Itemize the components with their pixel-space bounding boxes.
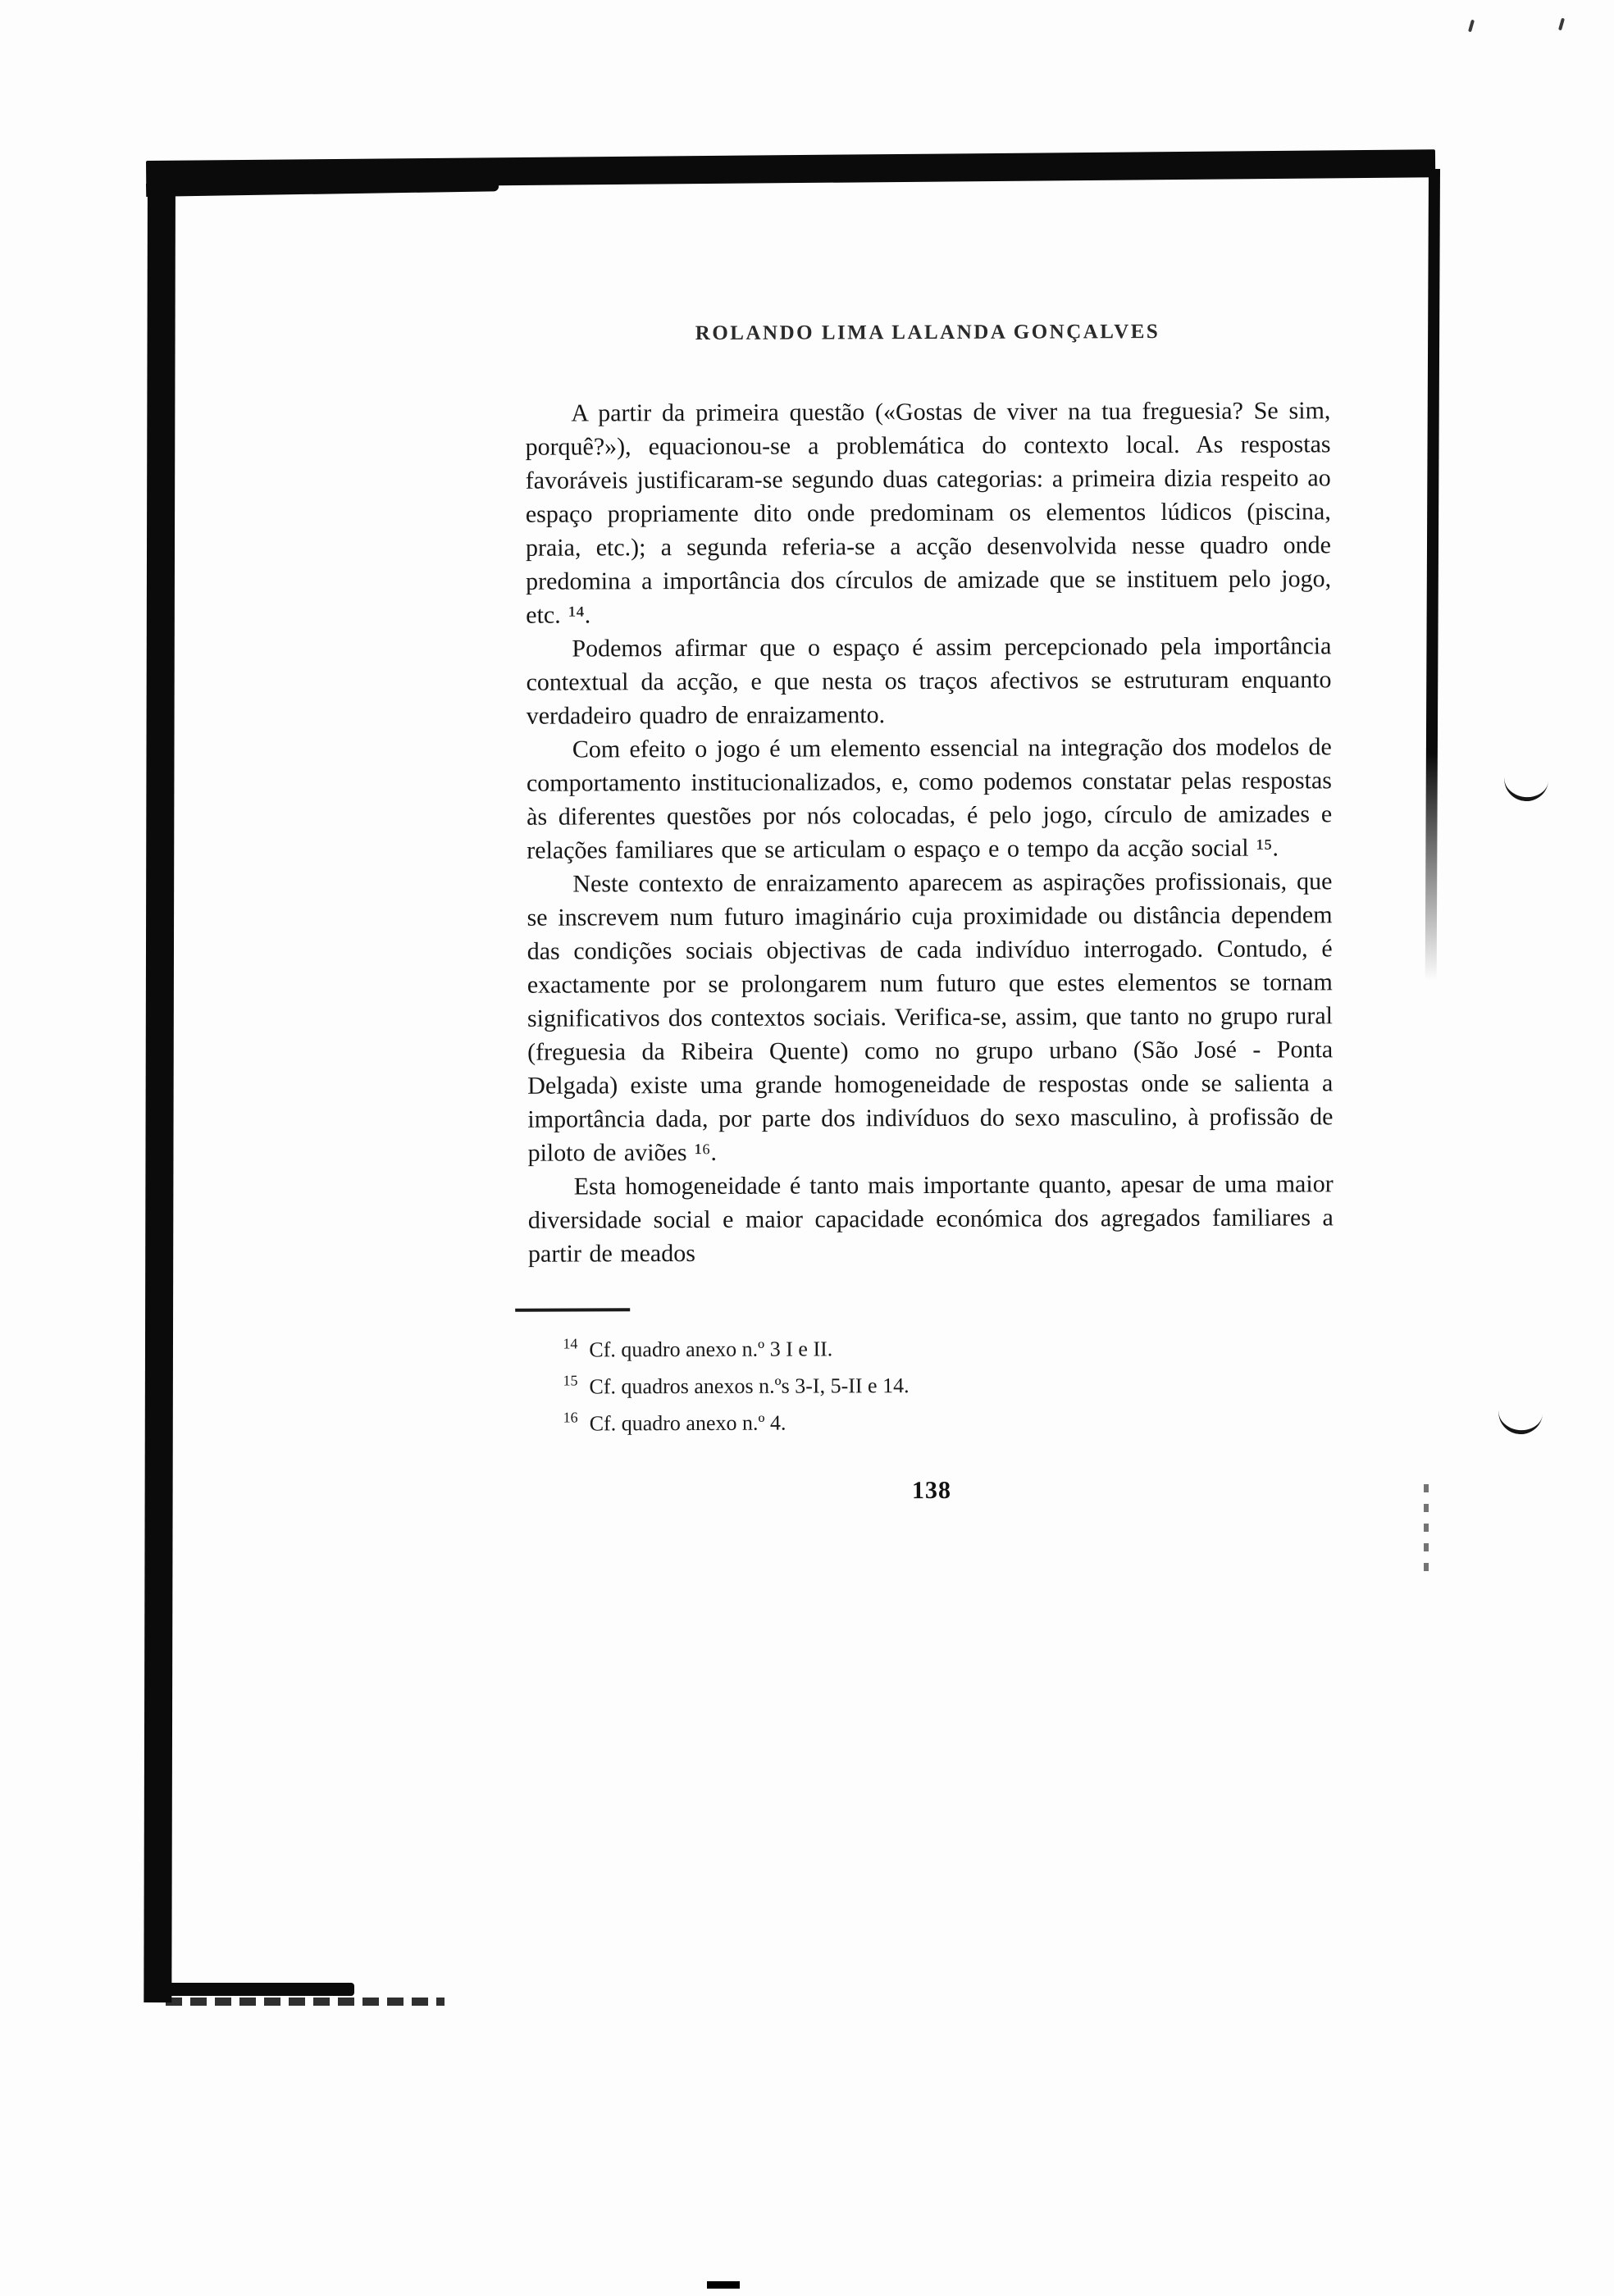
running-header: ROLANDO LIMA LALANDA GONÇALVES xyxy=(695,321,1160,344)
pen-mark-curve-1 xyxy=(1502,773,1549,803)
scan-right-dotted-marks xyxy=(1424,1484,1429,1578)
footnote-text: Cf. quadro anexo n.º 4. xyxy=(589,1410,786,1436)
body-paragraph-5: Esta homogeneidade é tanto mais importante quanto, apesar de uma maior diversidade social e maior capacidade económica dos agregados familiares a partir de meados xyxy=(527,1170,1334,1268)
scan-bottom-left-serration xyxy=(166,1998,445,2006)
footnote-separator-rule xyxy=(515,1308,630,1311)
footnote-15 xyxy=(563,1365,1334,1405)
footnote-marker: 14 xyxy=(563,1335,578,1352)
body-paragraph-1: A partir da primeira questão («Gostas de viver na tua freguesia? Se sim, porquê?»), equacionou-se a problemática do contexto local. As respostas favoráveis justificaram-se segundo duas categorias: a primeira dizia respeito ao espaço propriamente dito onde predominam os elementos lúdicos (piscina, praia, etc.); a segunda referia-se a acção desenvolvida nesse quadro onde predomina a importância dos círculos de amizade que se instituem pelo jogo, etc. ¹⁴. xyxy=(525,397,1332,629)
footnote-marker: 15 xyxy=(563,1372,578,1389)
page-number: 138 xyxy=(911,1476,952,1505)
scanned-book-page xyxy=(525,320,1334,1506)
body-paragraph-3: Com efeito o jogo é um elemento essencial na integração dos modelos de comportamento institucionalizados, e, como podemos constatar pelas respostas às diferentes questões por nós colocadas, é pelo jogo, círculo de amizades e relações familiares que se articulam o espaço e o tempo da acção social ¹⁵. xyxy=(526,733,1333,864)
footnote-text: Cf. quadros anexos n.ºs 3-I, 5-II e 14. xyxy=(589,1374,910,1399)
scan-bottom-dash xyxy=(707,2281,740,2289)
scan-bottom-left-cap xyxy=(148,1983,354,1996)
body-paragraph-2: Podemos afirmar que o espaço é assim percepcionado pela importância contextual da acção, e que nesta os traços afectivos se estruturam enquanto verdadeiro quadro de enraizamento. xyxy=(526,632,1332,730)
footnote-16 xyxy=(563,1402,1334,1442)
scan-left-edge-band xyxy=(144,166,176,2002)
footnotes-block xyxy=(528,1328,1334,1442)
footnote-text: Cf. quadro anexo n.º 3 I e II. xyxy=(589,1337,833,1362)
body-paragraph-4: Neste contexto de enraizamento aparecem as aspirações profissionais, que se inscrevem num futuro imaginário cuja proximidade ou distância dependem das condições sociais objectivas de cada indivíduo interrogado. Contudo, é exactamente por se prolongarem num futuro que estes elementos se tornam significativos dos contextos sociais. Verifica-se, assim, que tanto no grupo rural (freguesia da Ribeira Quente) como no grupo urbano (São José - Ponta Delgada) existe uma grande homogeneidade de respostas onde se salienta a importância dada, por parte dos indivíduos do sexo masculino, à profissão de piloto de aviões ¹⁶. xyxy=(527,868,1334,1167)
pen-tick-mark-1 xyxy=(1468,20,1475,33)
scan-right-edge-line xyxy=(1425,169,1440,981)
pen-tick-mark-2 xyxy=(1558,18,1565,31)
pen-mark-curve-2 xyxy=(1497,1406,1543,1436)
footnote-14 xyxy=(563,1328,1334,1368)
footnote-marker: 16 xyxy=(563,1409,578,1426)
